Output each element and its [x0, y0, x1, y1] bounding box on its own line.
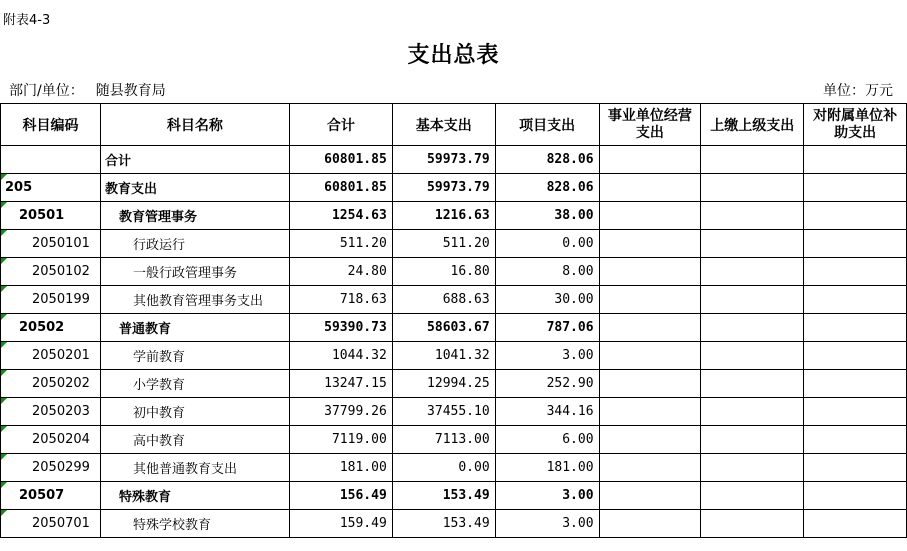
- basic-cell[interactable]: [392, 482, 495, 510]
- upper-cell[interactable]: [701, 454, 804, 482]
- code-cell-text: 2050204: [32, 432, 90, 447]
- project-cell[interactable]: [495, 510, 599, 538]
- basic-cell[interactable]: [392, 258, 495, 286]
- code-cell-text: 2050299: [32, 460, 90, 475]
- project-cell-text: 344.16: [546, 404, 594, 419]
- basic-cell-text: 0.00: [458, 460, 490, 475]
- total-cell[interactable]: [289, 482, 392, 510]
- code-cell-text: 20502: [19, 320, 65, 335]
- code-cell-text: 2050101: [32, 236, 90, 251]
- total-cell[interactable]: [289, 342, 392, 370]
- cell-note-triangle-icon: [1, 174, 7, 180]
- subsidy-cell[interactable]: [804, 342, 907, 370]
- code-cell[interactable]: [1, 174, 101, 202]
- cell-note-triangle-icon: [1, 482, 7, 488]
- subsidy-cell[interactable]: [804, 398, 907, 426]
- project-cell-text: 787.06: [546, 320, 594, 335]
- department-label: 部门/单位：: [9, 83, 84, 99]
- business-cell[interactable]: [599, 342, 701, 370]
- project-cell[interactable]: [495, 342, 599, 370]
- name-cell[interactable]: [100, 454, 289, 482]
- code-cell-text: 2050102: [32, 264, 90, 279]
- header-subsidy[interactable]: 对附属单位补助支出: [804, 104, 907, 146]
- basic-cell[interactable]: [392, 202, 495, 230]
- table-row: [1, 398, 907, 426]
- project-cell-text: 3.00: [562, 488, 594, 503]
- cell-note-triangle-icon: [1, 510, 7, 516]
- table-row: [1, 454, 907, 482]
- table-row: [1, 230, 907, 258]
- upper-cell[interactable]: [701, 230, 804, 258]
- subsidy-cell[interactable]: [804, 286, 907, 314]
- table-row: [1, 426, 907, 454]
- basic-cell[interactable]: [392, 230, 495, 258]
- code-cell[interactable]: [1, 314, 101, 342]
- business-cell[interactable]: [599, 510, 701, 538]
- total-cell-text: 7119.00: [331, 432, 387, 447]
- name-cell[interactable]: [100, 258, 289, 286]
- cell-note-triangle-icon: [1, 258, 7, 264]
- name-cell[interactable]: [100, 426, 289, 454]
- basic-cell-text: 59973.79: [427, 152, 490, 167]
- cell-note-triangle-icon: [1, 230, 7, 236]
- name-cell-text: 其他教育管理事务支出: [132, 294, 263, 309]
- name-cell-text: 初中教育: [132, 406, 185, 421]
- name-cell[interactable]: [100, 398, 289, 426]
- project-cell[interactable]: [495, 370, 599, 398]
- basic-cell-text: 58603.67: [427, 320, 490, 335]
- cell-note-triangle-icon: [1, 370, 7, 376]
- name-cell-text: 特殊学校教育: [132, 518, 211, 533]
- total-cell[interactable]: [289, 454, 392, 482]
- subsidy-cell[interactable]: [804, 314, 907, 342]
- total-cell[interactable]: [289, 258, 392, 286]
- code-cell-text: 2050203: [32, 404, 90, 419]
- total-cell-text: 511.20: [339, 236, 387, 251]
- name-cell[interactable]: [100, 174, 289, 202]
- project-cell-text: 181.00: [546, 460, 594, 475]
- total-cell-text: 718.63: [339, 292, 387, 307]
- business-cell[interactable]: [599, 370, 701, 398]
- upper-cell[interactable]: [701, 510, 804, 538]
- name-cell-text: 小学教育: [132, 378, 185, 393]
- project-cell-text: 30.00: [554, 292, 594, 307]
- total-cell[interactable]: [289, 174, 392, 202]
- subsidy-cell[interactable]: [804, 202, 907, 230]
- subsidy-cell[interactable]: [804, 370, 907, 398]
- name-cell[interactable]: [100, 342, 289, 370]
- business-cell[interactable]: [599, 398, 701, 426]
- basic-cell[interactable]: [392, 286, 495, 314]
- table-row: [1, 314, 907, 342]
- upper-cell[interactable]: [701, 174, 804, 202]
- cell-note-triangle-icon: [1, 286, 7, 292]
- expenditure-table: [0, 103, 907, 538]
- project-cell-text: 252.90: [546, 376, 594, 391]
- code-cell[interactable]: [1, 342, 101, 370]
- table-row: [1, 174, 907, 202]
- subsidy-cell[interactable]: [804, 230, 907, 258]
- business-cell[interactable]: [599, 454, 701, 482]
- project-cell-text: 828.06: [546, 152, 594, 167]
- name-cell-text: 合计: [104, 154, 131, 169]
- name-cell-text: 学前教育: [132, 350, 185, 365]
- sheet-label: 附表4-3: [3, 13, 51, 28]
- total-cell-text: 1044.32: [331, 348, 387, 363]
- department-line: [9, 80, 178, 100]
- name-cell[interactable]: [100, 510, 289, 538]
- table-row: [1, 258, 907, 286]
- unit-label: 单位：万元: [823, 83, 893, 99]
- upper-cell[interactable]: [701, 258, 804, 286]
- upper-cell[interactable]: [701, 286, 804, 314]
- name-cell[interactable]: [100, 370, 289, 398]
- cell-note-triangle-icon: [1, 426, 7, 432]
- code-cell[interactable]: [1, 230, 101, 258]
- business-cell[interactable]: [599, 230, 701, 258]
- name-cell-text: 其他普通教育支出: [132, 462, 237, 477]
- project-cell[interactable]: [495, 454, 599, 482]
- total-cell[interactable]: [289, 146, 392, 174]
- total-cell-text: 60801.85: [324, 152, 387, 167]
- upper-cell[interactable]: [701, 146, 804, 174]
- total-cell-text: 156.49: [339, 488, 387, 503]
- business-cell[interactable]: [599, 174, 701, 202]
- code-cell-text: 20507: [19, 488, 65, 503]
- total-cell[interactable]: [289, 230, 392, 258]
- name-cell-text: 特殊教育: [118, 490, 171, 505]
- basic-cell-text: 12994.25: [427, 376, 490, 391]
- header-upper[interactable]: 上缴上级支出: [701, 104, 804, 146]
- project-cell-text: 828.06: [546, 180, 594, 195]
- total-cell[interactable]: [289, 426, 392, 454]
- business-cell[interactable]: [599, 482, 701, 510]
- total-cell[interactable]: [289, 370, 392, 398]
- name-cell[interactable]: [100, 230, 289, 258]
- basic-cell-text: 1216.63: [434, 208, 490, 223]
- basic-cell-text: 16.80: [450, 264, 490, 279]
- business-cell[interactable]: [599, 426, 701, 454]
- total-cell-text: 37799.26: [324, 404, 387, 419]
- name-cell-text: 高中教育: [132, 434, 185, 449]
- upper-cell[interactable]: [701, 370, 804, 398]
- code-cell-text: 2050202: [32, 376, 90, 391]
- project-cell[interactable]: [495, 398, 599, 426]
- code-cell[interactable]: [1, 426, 101, 454]
- table-row: [1, 370, 907, 398]
- name-cell[interactable]: [100, 146, 289, 174]
- code-cell-text: 2050201: [32, 348, 90, 363]
- name-cell-text: 普通教育: [118, 322, 171, 337]
- total-cell-text: 1254.63: [331, 208, 387, 223]
- project-cell-text: 3.00: [562, 348, 594, 363]
- project-cell-text: 38.00: [554, 208, 594, 223]
- name-cell-text: 行政运行: [132, 238, 185, 253]
- header-project[interactable]: 项目支出: [495, 104, 599, 146]
- project-cell[interactable]: [495, 202, 599, 230]
- total-cell[interactable]: [289, 314, 392, 342]
- department-value: 随县教育局: [95, 83, 166, 99]
- project-cell[interactable]: [495, 426, 599, 454]
- basic-cell[interactable]: [392, 314, 495, 342]
- basic-cell-text: 511.20: [442, 236, 490, 251]
- upper-cell[interactable]: [701, 342, 804, 370]
- table-row: [1, 510, 907, 538]
- code-cell[interactable]: [1, 202, 101, 230]
- upper-cell[interactable]: [701, 426, 804, 454]
- code-cell[interactable]: [1, 370, 101, 398]
- upper-cell[interactable]: [701, 314, 804, 342]
- business-cell[interactable]: [599, 258, 701, 286]
- total-cell-text: 60801.85: [324, 180, 387, 195]
- project-cell[interactable]: [495, 258, 599, 286]
- name-cell-text: 教育支出: [104, 182, 157, 197]
- cell-note-triangle-icon: [1, 314, 7, 320]
- header-business[interactable]: 事业单位经营支出: [599, 104, 701, 146]
- basic-cell-text: 688.63: [442, 292, 490, 307]
- name-cell-text: 教育管理事务: [118, 210, 197, 225]
- project-cell[interactable]: [495, 146, 599, 174]
- total-cell-text: 59390.73: [324, 320, 387, 335]
- code-cell[interactable]: [1, 286, 101, 314]
- header-code[interactable]: 科目编码: [1, 104, 101, 146]
- code-cell[interactable]: [1, 398, 101, 426]
- cell-note-triangle-icon: [1, 454, 7, 460]
- code-cell-text: 2050701: [32, 516, 90, 531]
- code-cell[interactable]: [1, 482, 101, 510]
- table-row: [1, 482, 907, 510]
- code-cell[interactable]: [1, 146, 101, 174]
- subsidy-cell[interactable]: [804, 510, 907, 538]
- basic-cell[interactable]: [392, 426, 495, 454]
- total-cell[interactable]: [289, 398, 392, 426]
- total-cell-text: 13247.15: [324, 376, 387, 391]
- cell-note-triangle-icon: [1, 202, 7, 208]
- basic-cell-text: 7113.00: [434, 432, 490, 447]
- name-cell-text: 一般行政管理事务: [132, 266, 237, 281]
- upper-cell[interactable]: [701, 398, 804, 426]
- project-cell[interactable]: [495, 482, 599, 510]
- header-row: [1, 104, 907, 146]
- table-row: [1, 286, 907, 314]
- business-cell[interactable]: [599, 146, 701, 174]
- basic-cell[interactable]: [392, 146, 495, 174]
- basic-cell[interactable]: [392, 454, 495, 482]
- project-cell-text: 6.00: [562, 432, 594, 447]
- code-cell-text: 205: [5, 180, 33, 195]
- total-cell-text: 181.00: [339, 460, 387, 475]
- subsidy-cell[interactable]: [804, 258, 907, 286]
- subsidy-cell[interactable]: [804, 482, 907, 510]
- upper-cell[interactable]: [701, 202, 804, 230]
- subsidy-cell[interactable]: [804, 174, 907, 202]
- name-cell[interactable]: [100, 286, 289, 314]
- total-cell-text: 24.80: [347, 264, 387, 279]
- business-cell[interactable]: [599, 202, 701, 230]
- total-cell[interactable]: [289, 202, 392, 230]
- header-basic[interactable]: 基本支出: [392, 104, 495, 146]
- basic-cell[interactable]: [392, 370, 495, 398]
- subsidy-cell[interactable]: [804, 146, 907, 174]
- name-cell[interactable]: [100, 202, 289, 230]
- project-cell[interactable]: [495, 286, 599, 314]
- table-body: [1, 146, 907, 538]
- code-cell[interactable]: [1, 510, 101, 538]
- basic-cell-text: 37455.10: [427, 404, 490, 419]
- code-cell[interactable]: [1, 258, 101, 286]
- code-cell-text: 20501: [19, 208, 65, 223]
- subsidy-cell[interactable]: [804, 454, 907, 482]
- basic-cell[interactable]: [392, 510, 495, 538]
- header-total[interactable]: 合计: [289, 104, 392, 146]
- upper-cell[interactable]: [701, 482, 804, 510]
- basic-cell[interactable]: [392, 174, 495, 202]
- table-row: [1, 146, 907, 174]
- header-name[interactable]: 科目名称: [100, 104, 289, 146]
- project-cell[interactable]: [495, 314, 599, 342]
- table-row: [1, 342, 907, 370]
- project-cell-text: 8.00: [562, 264, 594, 279]
- code-cell-text: 2050199: [32, 292, 90, 307]
- basic-cell[interactable]: [392, 398, 495, 426]
- name-cell[interactable]: [100, 482, 289, 510]
- basic-cell-text: 153.49: [442, 516, 490, 531]
- basic-cell[interactable]: [392, 342, 495, 370]
- table-row: [1, 202, 907, 230]
- page-title: 支出总表: [407, 43, 500, 68]
- project-cell-text: 3.00: [562, 516, 594, 531]
- cell-note-triangle-icon: [1, 398, 7, 404]
- basic-cell-text: 153.49: [442, 488, 490, 503]
- cell-note-triangle-icon: [1, 342, 7, 348]
- basic-cell-text: 59973.79: [427, 180, 490, 195]
- business-cell[interactable]: [599, 286, 701, 314]
- total-cell[interactable]: [289, 510, 392, 538]
- business-cell[interactable]: [599, 314, 701, 342]
- project-cell[interactable]: [495, 174, 599, 202]
- name-cell[interactable]: [100, 314, 289, 342]
- basic-cell-text: 1041.32: [434, 348, 490, 363]
- code-cell[interactable]: [1, 454, 101, 482]
- total-cell[interactable]: [289, 286, 392, 314]
- total-cell-text: 159.49: [339, 516, 387, 531]
- project-cell-text: 0.00: [562, 236, 594, 251]
- project-cell[interactable]: [495, 230, 599, 258]
- subsidy-cell[interactable]: [804, 426, 907, 454]
